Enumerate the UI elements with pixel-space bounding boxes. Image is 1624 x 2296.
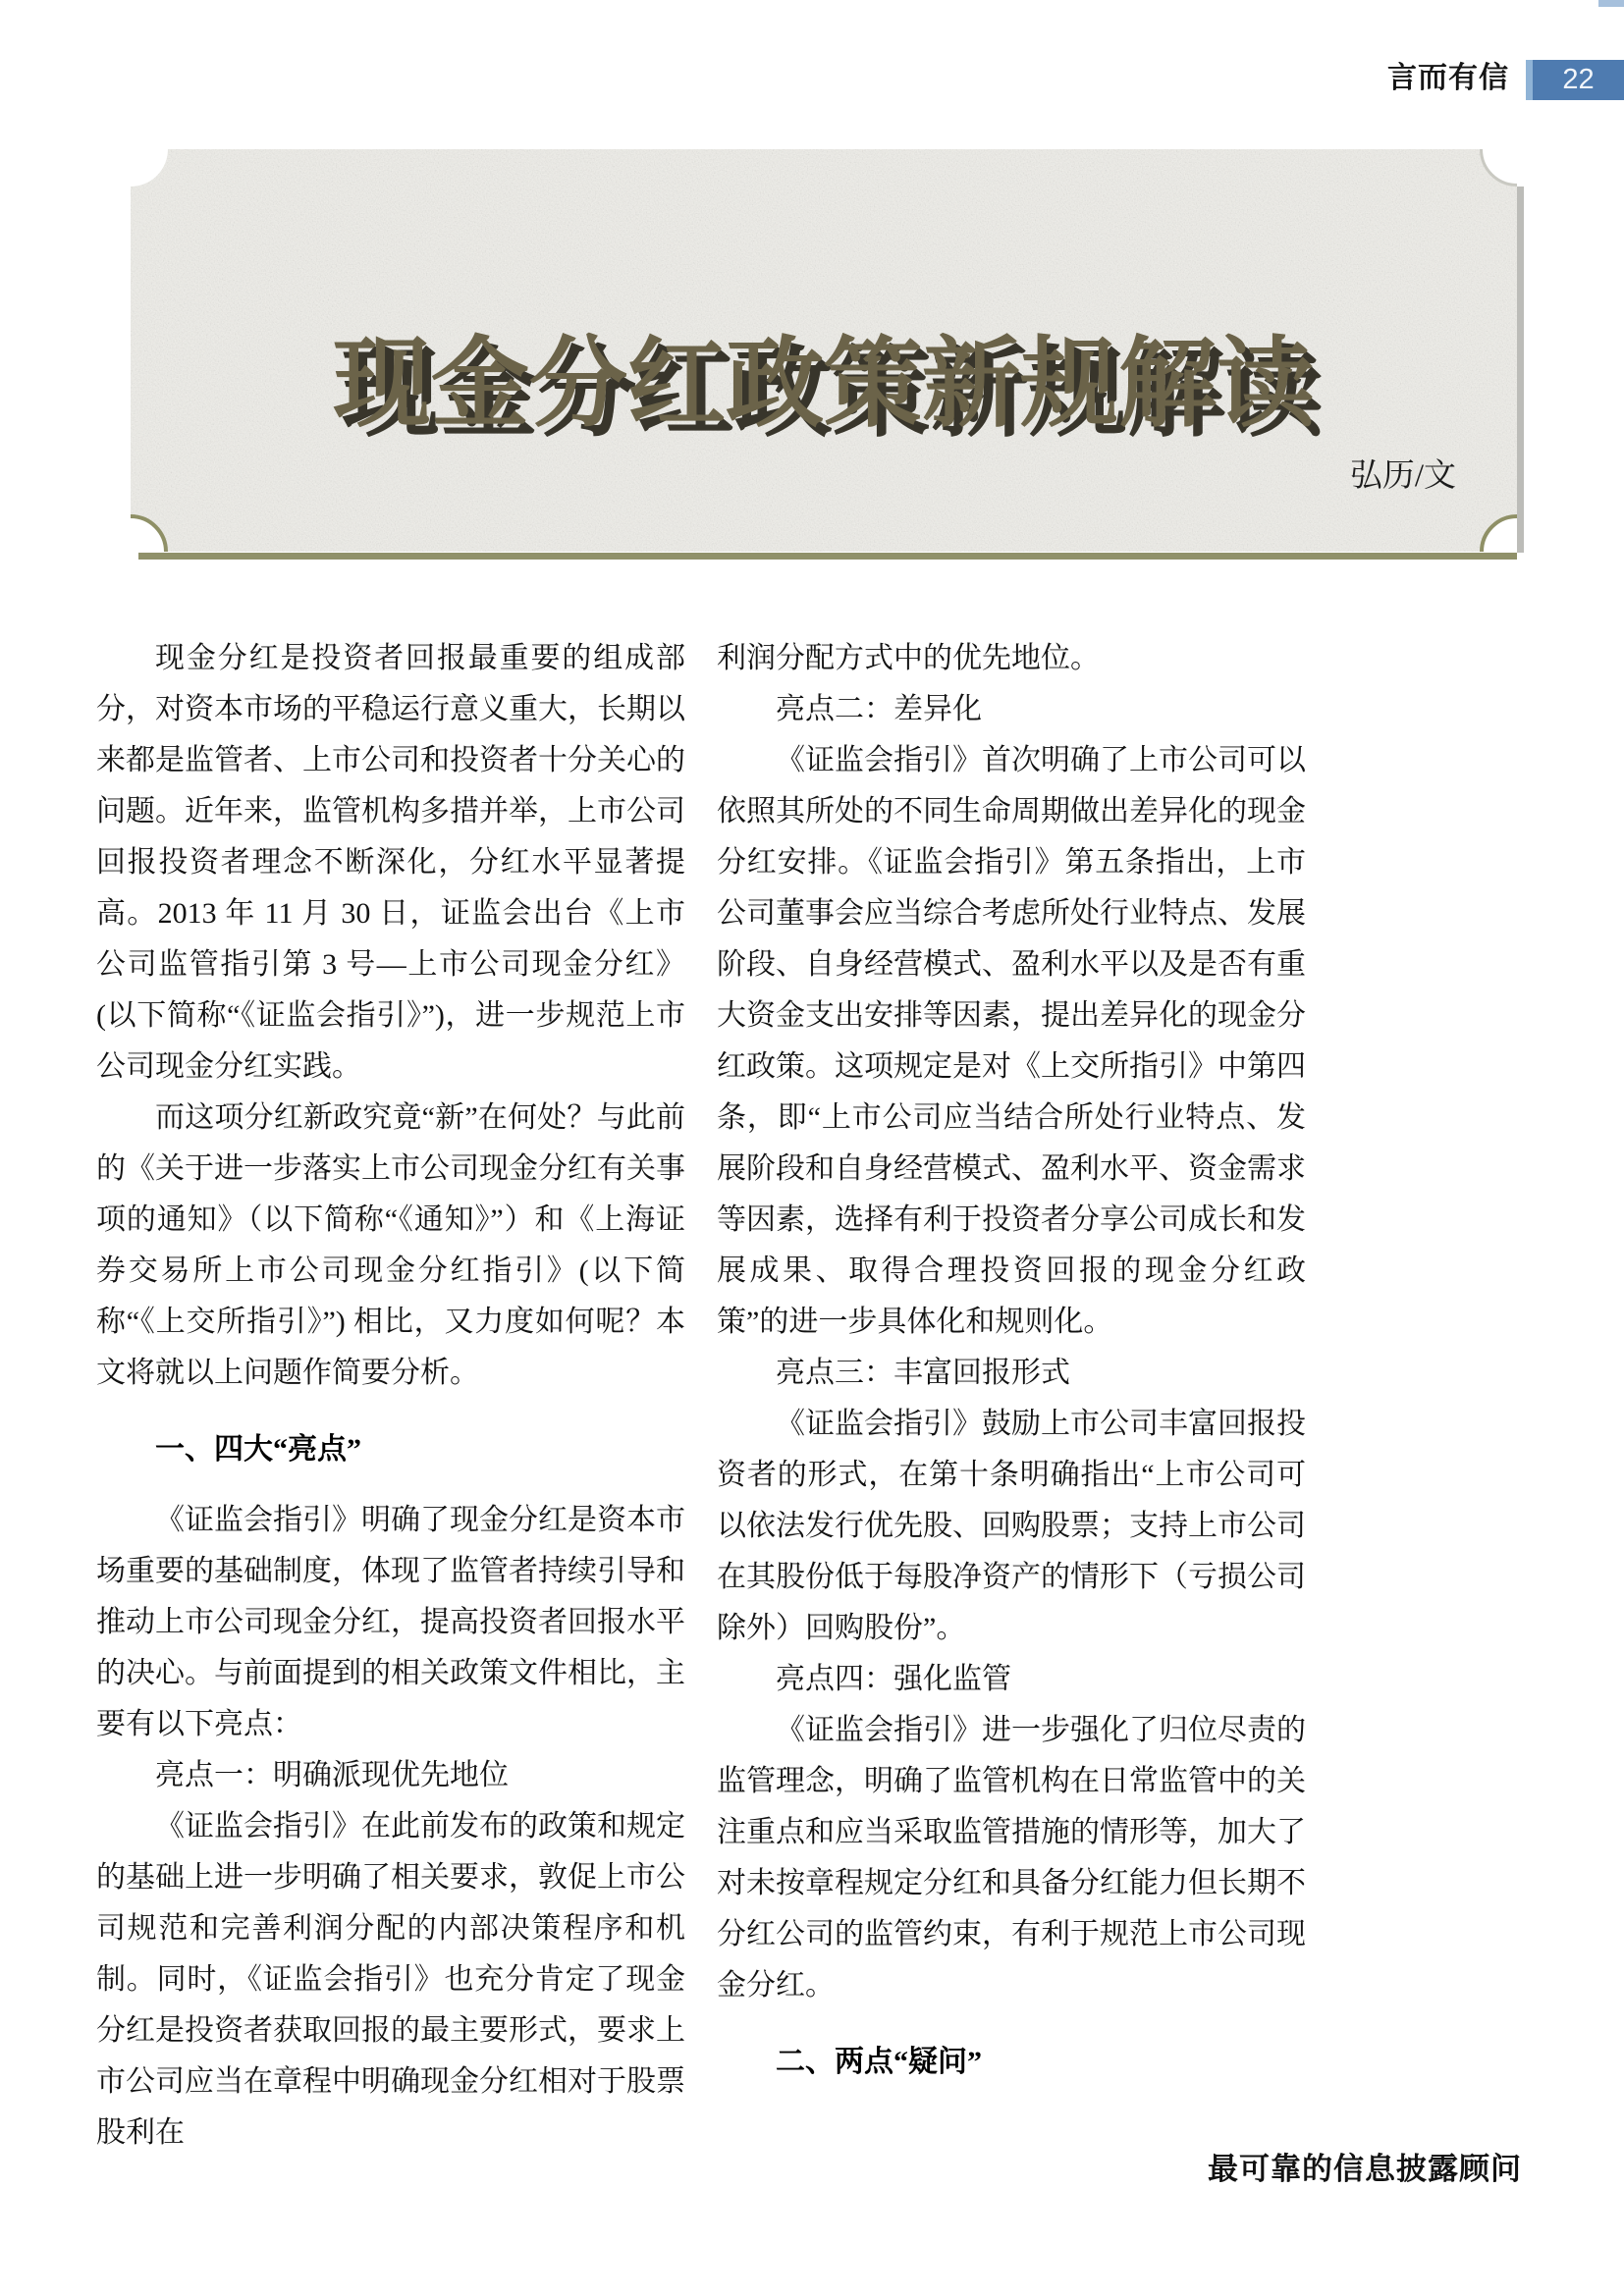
masthead-label: 言而有信 bbox=[1387, 62, 1509, 94]
byline: 弘历/文 bbox=[1349, 458, 1456, 494]
paragraph: 而这项分红新政究竟“新”在何处？与此前的《关于进一步落实上市公司现金分红有关事项的通知》（以下简称“《通知》”）和《上海证券交易所上市公司现金分红指引》(以下简称“《上交所指引》”) 相比，又力度如何呢？本文将就以上问题作简要分析。 bbox=[96, 1101, 685, 1389]
paragraph: 现金分红是投资者回报最重要的组成部分，对资本市场的平稳运行意义重大，长期以来都是监管者、上市公司和投资者十分关心的问题。近年来，监管机构多措并举，上市公司回报投资者理念不断深化，分红水平显著提高。2013 年 11 月 30 日，证监会出台《上市公司监管指引第 3 号—上市公司现金分红》(以下简称“《证监会指引》”)，进一步规范上市公司现金分红实践。 bbox=[96, 642, 685, 1083]
article-title: 现金分红政策新规解读 bbox=[333, 330, 1315, 439]
sub-heading-highlight-4: 亮点四：强化监管 bbox=[776, 1663, 1011, 1695]
paragraph: 《证监会指引》首次明确了上市公司可以依照其所处的不同生命周期做出差异化的现金分红安排。《证监会指引》第五条指出，上市公司董事会应当综合考虑所处行业特点、发展阶段、自身经营模式、盈利水平以及是否有重大资金支出安排等因素，提出差异化的现金分红政策。这项规定是对《上交所指引》中第四条，即“上市公司应当结合所处行业特点、发展阶段和自身经营模式、盈利水平、资金需求等因素，选择有利于投资者分享公司成长和发展成果、取得合理投资回报的现金分红政策”的进一步具体化和规则化。 bbox=[717, 744, 1306, 1338]
paragraph: 《证监会指引》鼓励上市公司丰富回报投资者的形式，在第十条明确指出“上市公司可以依法发行优先股、回购股票；支持上市公司在其股份低于每股净资产的情形下（亏损公司除外）回购股份”。 bbox=[717, 1408, 1306, 1644]
corner-accent-bar bbox=[1598, 0, 1624, 7]
footer-slogan: 最可靠的信息披露顾问 bbox=[1208, 2152, 1522, 2186]
paragraph: 《证监会指引》进一步强化了归位尽责的监管理念，明确了监管机构在日常监管中的关注重点和应当采取监管措施的情形等，加大了对未按章程规定分红和具备分红能力但长期不分红公司的监管约束，有利于规范上市公司现金分红。 bbox=[717, 1714, 1306, 2002]
section-heading-questions: 二、两点“疑问” bbox=[776, 2046, 982, 2078]
section-heading-highlights: 一、四大“亮点” bbox=[155, 1433, 361, 1466]
article-column-right bbox=[717, 633, 1306, 2108]
paragraph: 《证监会指引》明确了现金分红是资本市场重要的基础制度，体现了监管者持续引导和推动上市公司现金分红，提高投资者回报水平的决心。与前面提到的相关政策文件相比，主要有以下亮点： bbox=[96, 1504, 685, 1740]
banner-shadow-bottom bbox=[138, 553, 1517, 560]
banner-shadow-right bbox=[1517, 187, 1524, 553]
article-column-left bbox=[96, 633, 685, 2159]
sub-heading-highlight-1: 亮点一：明确派现优先地位 bbox=[155, 1759, 509, 1791]
paragraph-continuation: 利润分配方式中的优先地位。 bbox=[717, 642, 1100, 674]
sub-heading-highlight-3: 亮点三：丰富回报形式 bbox=[776, 1357, 1070, 1389]
sub-heading-highlight-2: 亮点二：差异化 bbox=[776, 693, 982, 725]
page-number-badge: 22 bbox=[1526, 60, 1624, 100]
paragraph: 《证监会指引》在此前发布的政策和规定的基础上进一步明确了相关要求，敦促上市公司规范和完善利润分配的内部决策程序和机制。同时，《证监会指引》也充分肯定了现金分红是投资者获取回报的最主要形式，要求上市公司应当在章程中明确现金分红相对于股票股利在 bbox=[96, 1810, 685, 2149]
title-banner bbox=[131, 149, 1517, 552]
